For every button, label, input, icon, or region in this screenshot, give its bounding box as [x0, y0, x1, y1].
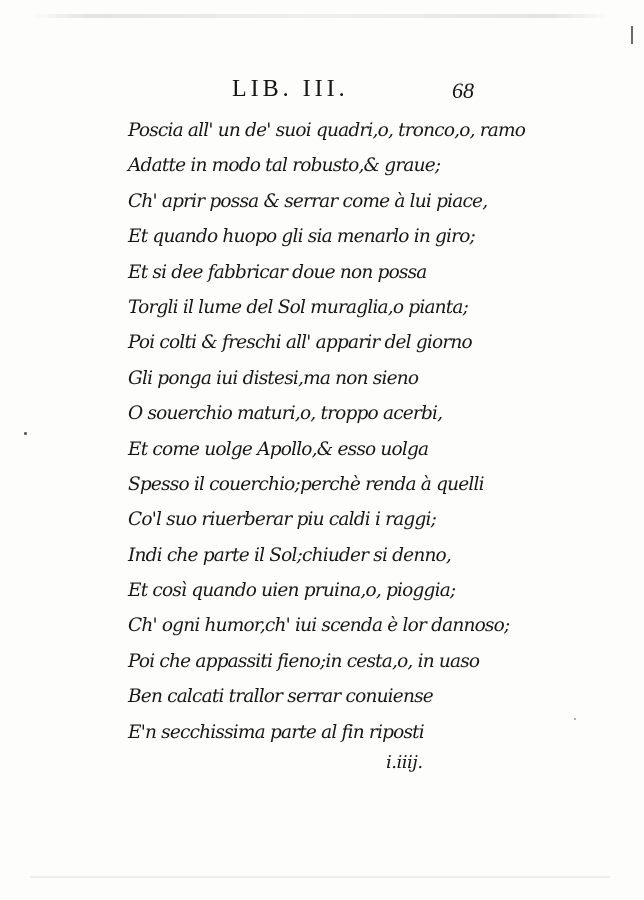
page-number: 68	[452, 78, 474, 103]
verse-line: Poi colti & freschi all' apparir del giorno	[128, 332, 472, 354]
verse-line: E'n secchissima parte al fin riposti	[128, 721, 424, 743]
verse-line: Ch' ogni humor,ch' iui scenda è lor dannoso;	[128, 615, 510, 637]
verse-line: Et quando huopo gli sia menarlo in giro;	[128, 226, 475, 248]
verse-line: Torgli il lume del Sol muraglia,o pianta;	[128, 296, 469, 318]
verse-line: Ben calcati trallor serrar conuiense	[128, 686, 433, 708]
verse-line: Indi che parte il Sol;chiuder si denno,	[128, 544, 451, 566]
signature-mark: i.iiij.	[386, 752, 423, 773]
verse-line: Et come uolge Apollo,& esso uolga	[128, 438, 429, 460]
verse-line: Adatte in modo tal robusto,& graue;	[128, 155, 441, 177]
verse-line: Poi che appassiti fieno;in cesta,o, in uaso	[128, 650, 480, 672]
verse-block	[128, 113, 526, 750]
verse-line: Et si dee fabbricar doue non possa	[128, 261, 427, 283]
verse-line: Co'l suo riuerberar piu caldi i raggi;	[128, 509, 437, 531]
running-title: LIB. III.	[232, 76, 349, 102]
verse-line: Spesso il couerchio;perchè renda à quelli	[128, 473, 484, 495]
page-header	[0, 76, 644, 110]
margin-mark	[631, 26, 633, 44]
page-top-edge	[30, 14, 610, 18]
verse-line: O souerchio maturi,o, troppo acerbi,	[128, 403, 443, 425]
verse-line: Gli ponga iui distesi,ma non sieno	[128, 367, 419, 389]
verse-line: Ch' aprir possa & serrar come à lui piace,	[128, 190, 488, 212]
page-bottom-edge	[30, 876, 610, 878]
ink-speck	[24, 432, 27, 435]
verse-line: Poscia all' un de' suoi quadri,o, tronco,o, ramo	[128, 120, 526, 141]
verse-line: Et così quando uien pruina,o, pioggia;	[128, 580, 456, 602]
ink-speck	[574, 718, 576, 720]
